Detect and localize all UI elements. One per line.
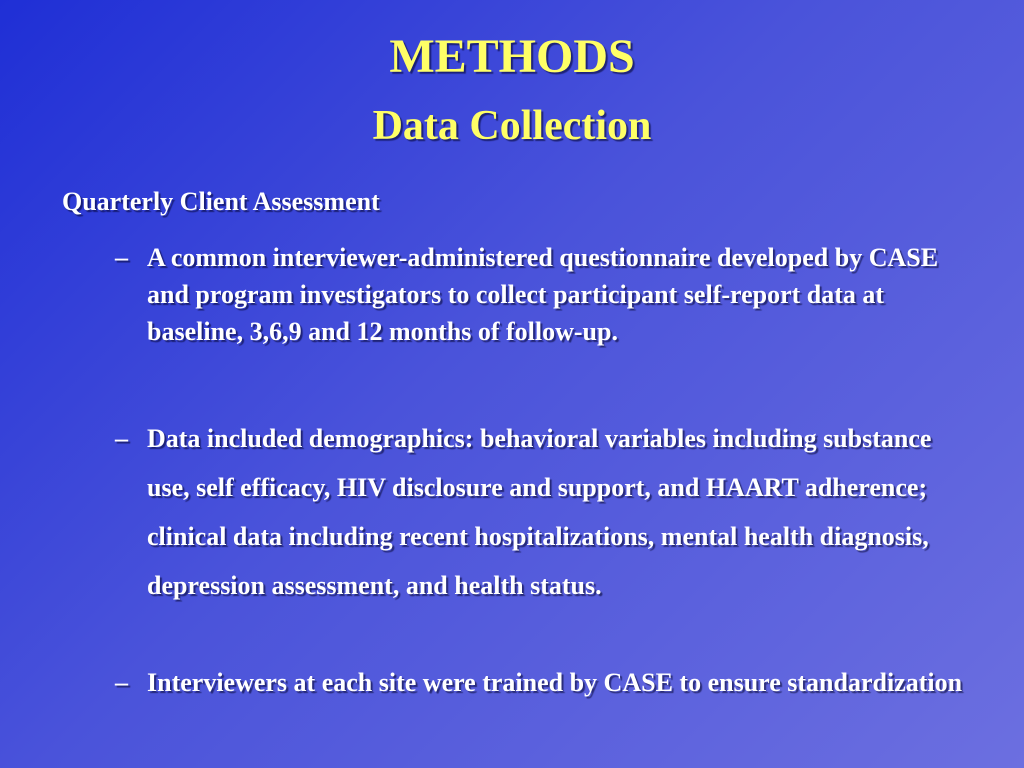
dash-bullet-icon: – <box>115 243 128 272</box>
bullet-item <box>115 414 965 610</box>
slide-title: METHODS <box>389 30 635 83</box>
slide-subtitle: Data Collection <box>372 103 652 149</box>
bullet-text: A common interviewer-administered questionnaire developed by CASE and program investigators to collect participant self-report data at baseline, 3,6,9 and 12 months of follow-up. <box>147 243 939 346</box>
bullet-item <box>115 239 965 350</box>
bullet-text: Interviewers at each site were trained by CASE to ensure standardization <box>147 668 963 697</box>
section-heading: Quarterly Client Assessment <box>62 187 380 216</box>
bullet-item <box>115 663 965 702</box>
dash-bullet-icon: – <box>115 424 128 453</box>
dash-bullet-icon: – <box>115 668 128 697</box>
bullet-text: Data included demographics: behavioral variables including substance use, self efficacy, HIV disclosure and support, and HAART adherence; clinical data including recent hospitalizations, mental health diagnosis, depression assessment, and health status. <box>147 424 932 600</box>
